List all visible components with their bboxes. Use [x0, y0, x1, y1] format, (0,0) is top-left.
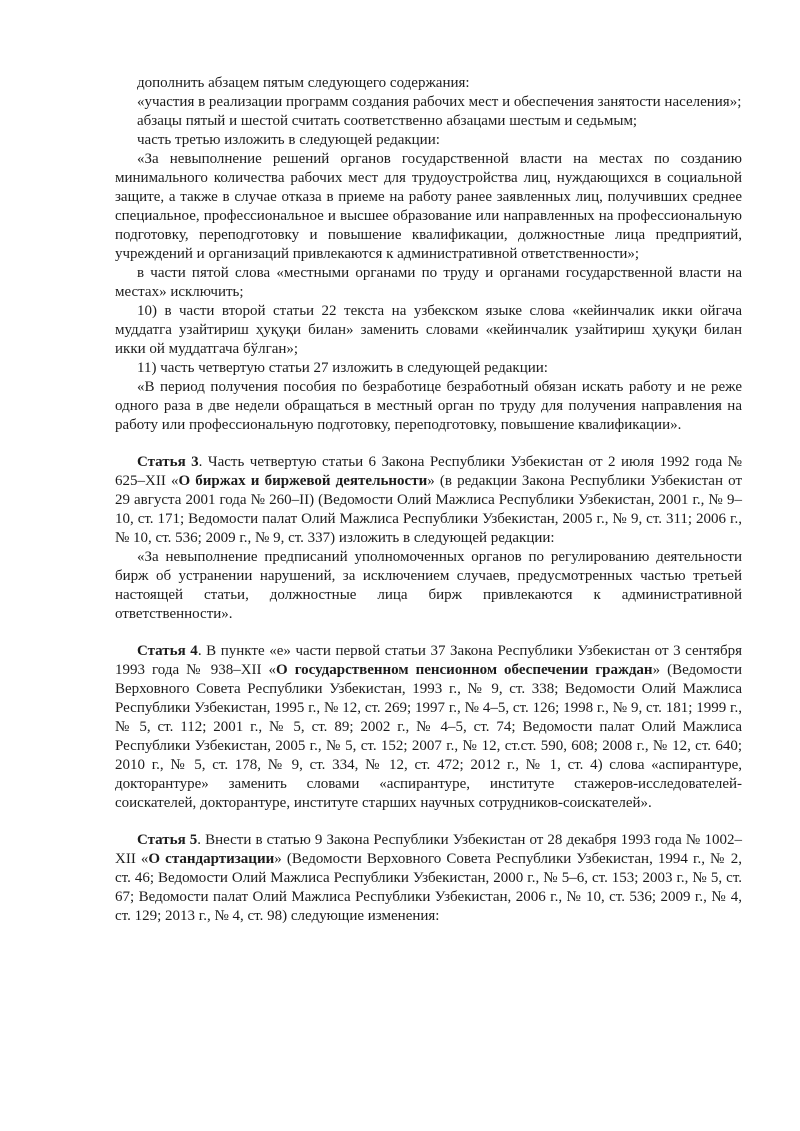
paragraph: «В период получения пособия по безработице безработный обязан искать работу и не реже одного раза в две недели обращаться в местный орган по труду для получения направления на работу или профессиональную подготовку, переподготовку, повышение квалификации». — [115, 379, 742, 433]
paragraph: абзацы пятый и шестой считать соответственно абзацами шестым и седьмым; — [137, 113, 638, 129]
paragraph: 10) в части второй статьи 22 текста на узбекском языке слова «кейинчалик икки ойгача муддатга узайтириш ҳуқуқи билан» заменить словами «кейинчалик узайтириш ҳуқуқи билан икки ой муддатгача бўлган»; — [115, 303, 742, 357]
article-5-label: Статья 5 — [137, 832, 198, 848]
article-4-paragraph — [115, 642, 742, 813]
article-3-paragraph — [115, 453, 742, 548]
article-5-paragraph — [115, 831, 742, 926]
paragraph: часть третью изложить в следующей редакции: — [137, 132, 440, 148]
article-5-text-b: » (Ведомости Верховного Совета Республики Узбекистан, 1994 г., № 2, ст. 46; Ведомости Олий Мажлиса Республики Узбекистан, 2000 г., № 5–6, ст. 153; 2003 г., № 5, ст. 67; Ведомости палат Олий Мажлиса Республики Узбекистан, 2006 г., № 10, ст. 536; 2009 г., № 4, ст. 129; 2013 г., № 4, ст. 98) следующие изменения: — [115, 851, 743, 924]
document-body — [115, 74, 742, 926]
article-4-text-a: . В пункте «е» части первой статьи 37 Закона Республики Узбекистан от 3 сентября 1993 года № 938–XII « — [115, 643, 742, 678]
article-3-text-b: » (в редакции Закона Республики Узбекистан от 29 августа 2001 года № 260–II) (Ведомости Олий Мажлиса Республики Узбекистан, 2001 г., № 9–10, ст. 171; Ведомости палат Олий Мажлиса Республики Узбекистан, 2005 г., № 9, ст. 311; 2006 г., № 10, ст. 536; 2009 г., № 9, ст. 337) изложить в следующей редакции: — [115, 473, 742, 546]
article-3-text-a: . Часть четвертую статьи 6 Закона Республики Узбекистан от 2 июля 1992 года № 625–XII « — [115, 454, 742, 489]
paragraph: дополнить абзацем пятым следующего содержания: — [137, 75, 470, 91]
article-4-label: Статья 4 — [137, 643, 198, 659]
paragraph: 11) часть четвертую статьи 27 изложить в следующей редакции: — [137, 360, 548, 376]
paragraph: в части пятой слова «местными органами по труду и органами государственной власти на местах» исключить; — [115, 265, 742, 300]
article-3-law-title: О биржах и биржевой деятельности — [178, 473, 428, 489]
paragraph: «участия в реализации программ создания рабочих мест и обеспечения занятости населения»; — [137, 94, 742, 110]
article-4-law-title: О государственном пенсионном обеспечении граждан — [276, 662, 653, 678]
article-3-label: Статья 3 — [137, 454, 199, 470]
article-5-law-title: О стандартизации — [148, 851, 275, 867]
article-4-text-b: » (Ведомости Верховного Совета Республики Узбекистан, 1993 г., № 9, ст. 338; Ведомости Олий Мажлиса Республики Узбекистан, 1995 г., № 12, ст. 269; 1997 г., № 4–5, ст. 126; 1998 г., № 9, ст. 181; 1999 г., № 5, ст. 112; 2001 г., № 5, ст. 89; 2002 г., № 4–5, ст. 74; Ведомости палат Олий Мажлиса Республики Узбекистан, 2005 г., № 5, ст. 152; 2007 г., № 12, ст.ст. 590, 608; 2008 г., № 12, ст. 640; 2010 г., № 5, ст. 178, № 9, ст. 334, № 12, ст. 472; 2012 г., № 1, ст. 4) слова «аспирантуре, докторантуре» заменить словами «аспирантуре, институте стажеров-исследователей-соискателей, докторантуре, институте старших научных сотрудников-соискателей». — [115, 662, 742, 811]
article-5-text-a: . Внести в статью 9 Закона Республики Узбекистан от 28 декабря 1993 года № 1002–XII « — [115, 832, 742, 867]
article-3-quote: «За невыполнение предписаний уполномоченных органов по регулированию деятельности бирж об устранении нарушений, за исключением случаев, предусмотренных частью третьей настоящей статьи, должностные лица бирж привлекаются к административной ответственности». — [115, 549, 742, 622]
paragraph: «За невыполнение решений органов государственной власти на местах по созданию минимального количества рабочих мест для трудоустройства лиц, нуждающихся в социальной защите, а также в случае отказа в приеме на работу ранее заявленных лиц, получивших среднее специальное, профессиональное и высшее образование или направленных на профессиональную подготовку, переподготовку и повышение квалификации, должностные лица предприятий, учреждений и организаций привлекаются к административной ответственности»; — [115, 151, 742, 262]
